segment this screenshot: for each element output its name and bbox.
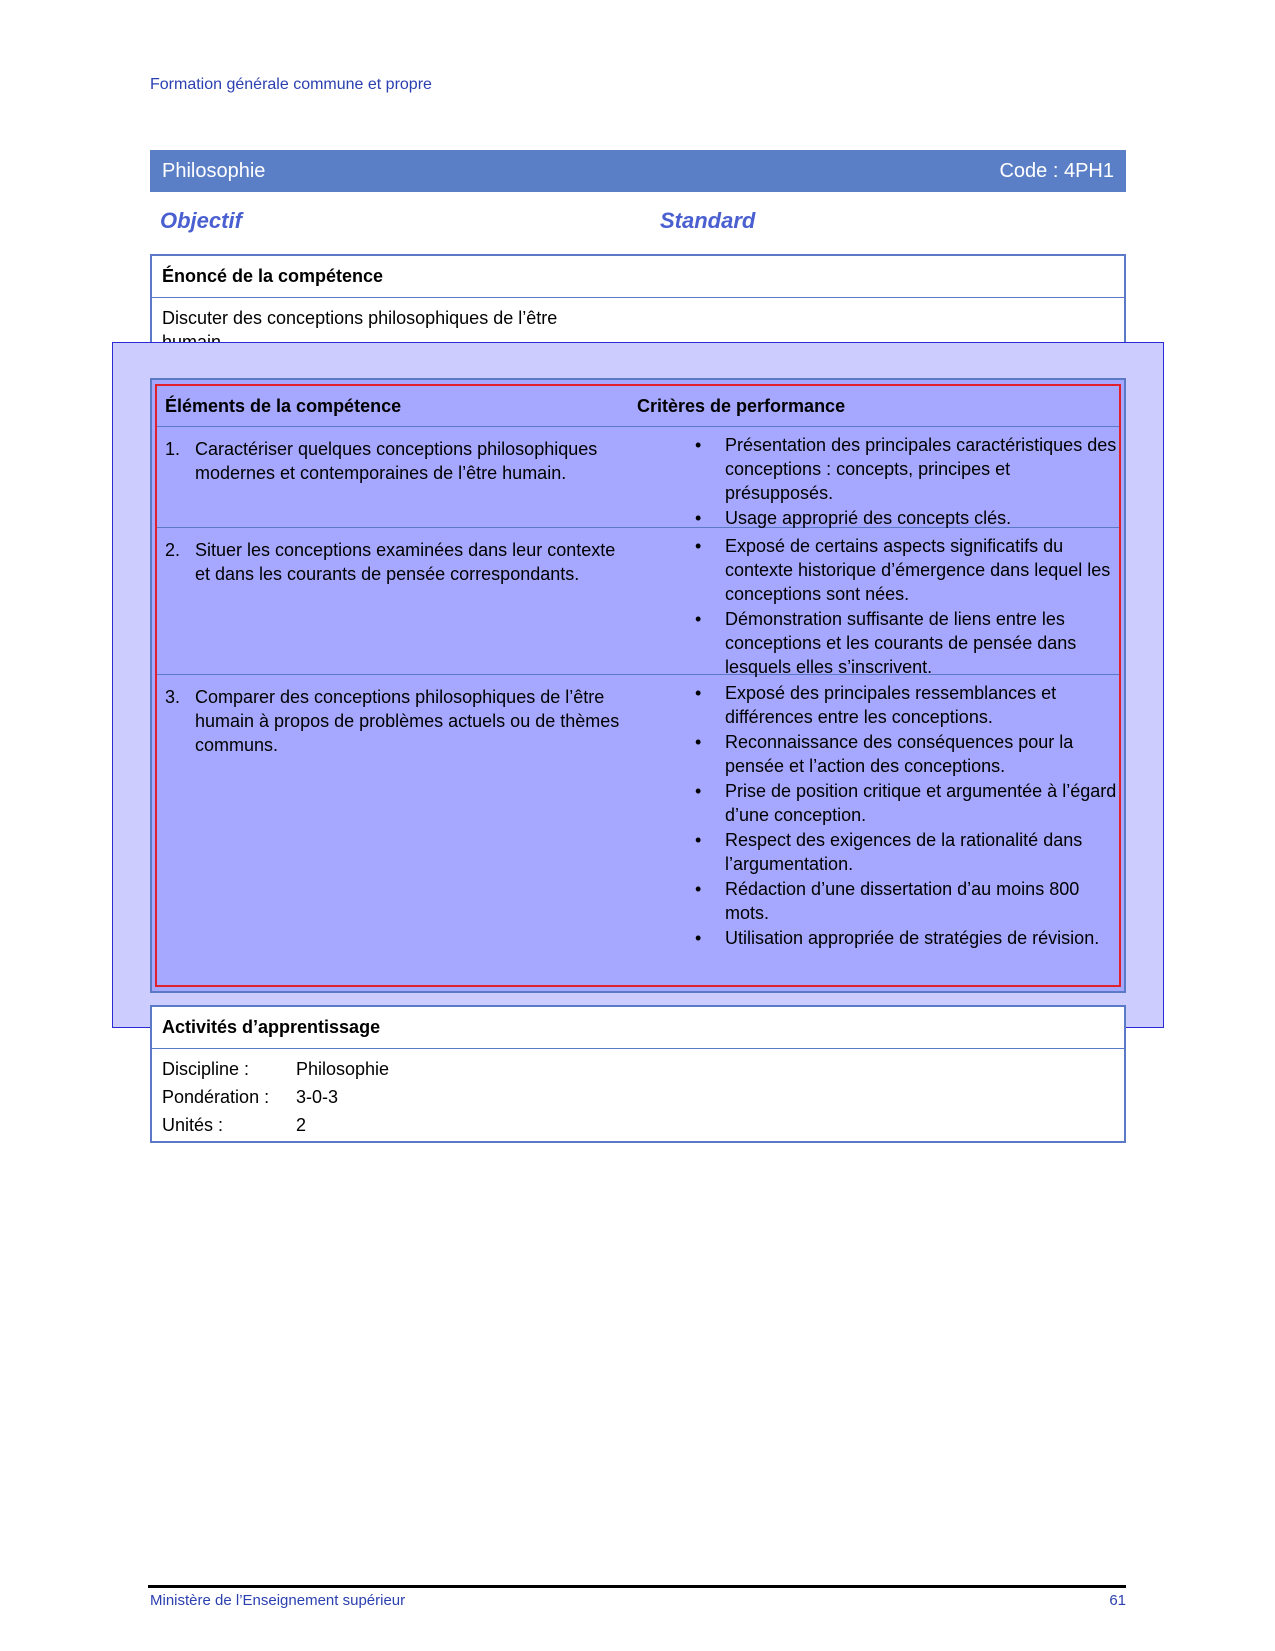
bullet-icon: • xyxy=(695,508,702,528)
element-description: Situer les conceptions examinées dans leur contexte et dans les courants de pensée correspondants. xyxy=(195,540,616,584)
criterion xyxy=(687,730,1117,778)
course-code: Code : 4PH1 xyxy=(999,159,1114,182)
activites-box xyxy=(150,1005,1126,1143)
criterion xyxy=(687,828,1117,876)
elements-frame xyxy=(155,384,1121,987)
bullet-icon: • xyxy=(695,732,702,752)
unites-value: 2 xyxy=(296,1115,307,1135)
enonce-text: Discuter des conceptions philosophiques de l’être xyxy=(162,308,558,328)
footer-divider xyxy=(148,1585,1126,1588)
discipline-row xyxy=(162,1055,1114,1083)
elements-heading: Éléments de la compétence xyxy=(165,396,402,416)
element-number: 2. xyxy=(165,540,181,560)
table-row xyxy=(157,675,1119,985)
criteria-list xyxy=(687,433,1117,531)
course-title-bar xyxy=(150,150,1126,192)
criterion-text: Rédaction d’une dissertation d’au moins 800 mots. xyxy=(725,879,1080,923)
discipline-label: Discipline : xyxy=(162,1059,250,1079)
criterion-text: Reconnaissance des conséquences pour la pensée et l’action des conceptions. xyxy=(725,732,1074,776)
enonce-heading: Énoncé de la compétence xyxy=(152,256,1124,298)
criterion-text: Respect des exigences de la rationalité dans l’argumentation. xyxy=(725,830,1083,874)
criteria-list xyxy=(687,534,1117,680)
ponderation-label: Pondération : xyxy=(162,1087,270,1107)
criterion-text: Prise de position critique et argumentée à l’égard d’une conception. xyxy=(725,781,1117,825)
element-description: Caractériser quelques conceptions philosophiques modernes et contemporaines de l’être humain. xyxy=(195,439,598,483)
criterion-text: Usage approprié des concepts clés. xyxy=(725,508,1012,528)
unites-row xyxy=(162,1111,1114,1139)
element-text xyxy=(165,685,635,757)
element-number: 1. xyxy=(165,439,181,459)
bullet-icon: • xyxy=(695,683,702,703)
criteria-heading: Critères de performance xyxy=(637,396,846,416)
bullet-icon: • xyxy=(695,830,702,850)
bullet-icon: • xyxy=(695,536,702,556)
criterion-text: Exposé des principales ressemblances et différences entre les conceptions. xyxy=(725,683,1057,727)
criterion xyxy=(687,607,1117,679)
ponderation-value: 3-0-3 xyxy=(296,1087,339,1107)
ponderation-row xyxy=(162,1083,1114,1111)
table-row xyxy=(157,427,1119,528)
bullet-icon: • xyxy=(695,879,702,899)
criterion xyxy=(687,506,1117,530)
criterion xyxy=(687,681,1117,729)
page-number: 61 xyxy=(1109,1592,1126,1609)
criterion xyxy=(687,877,1117,925)
criterion-text: Exposé de certains aspects significatifs du contexte historique d’émergence dans lequel les conceptions sont nées. xyxy=(725,536,1111,604)
activites-details xyxy=(152,1049,1124,1145)
criterion xyxy=(687,433,1117,505)
criteria-list xyxy=(687,681,1117,951)
bullet-icon: • xyxy=(695,928,702,948)
criterion-text: Présentation des principales caractéristiques des conceptions : concepts, principes et présupposés. xyxy=(725,435,1117,503)
bullet-icon: • xyxy=(695,435,702,455)
criterion xyxy=(687,779,1117,827)
element-text xyxy=(165,538,635,586)
table-row xyxy=(157,528,1119,675)
bullet-icon: • xyxy=(695,609,702,629)
criterion-text: Utilisation appropriée de stratégies de révision. xyxy=(725,928,1100,948)
objectif-label: Objectif xyxy=(160,208,242,233)
elements-table xyxy=(150,378,1126,993)
bullet-icon: • xyxy=(695,781,702,801)
unites-label: Unités : xyxy=(162,1115,224,1135)
page-footer xyxy=(150,1592,1126,1609)
criterion xyxy=(687,926,1117,950)
discipline-value: Philosophie xyxy=(296,1059,390,1079)
header-note: Formation générale commune et propre xyxy=(150,76,432,93)
element-number: 3. xyxy=(165,687,181,707)
standard-label: Standard xyxy=(660,208,756,233)
element-description: Comparer des conceptions philosophiques de l’être humain à propos de problèmes actuels ou de thèmes communs. xyxy=(195,687,620,755)
criterion xyxy=(687,534,1117,606)
elements-header xyxy=(157,386,1119,427)
footer-ministry: Ministère de l’Enseignement supérieur xyxy=(150,1592,406,1609)
criterion-text: Démonstration suffisante de liens entre les conceptions et les courants de pensée dans lesquels elles s’inscrivent. xyxy=(725,609,1077,677)
element-text xyxy=(165,437,635,485)
course-title: Philosophie xyxy=(162,159,266,182)
activites-heading: Activités d’apprentissage xyxy=(152,1007,1124,1049)
